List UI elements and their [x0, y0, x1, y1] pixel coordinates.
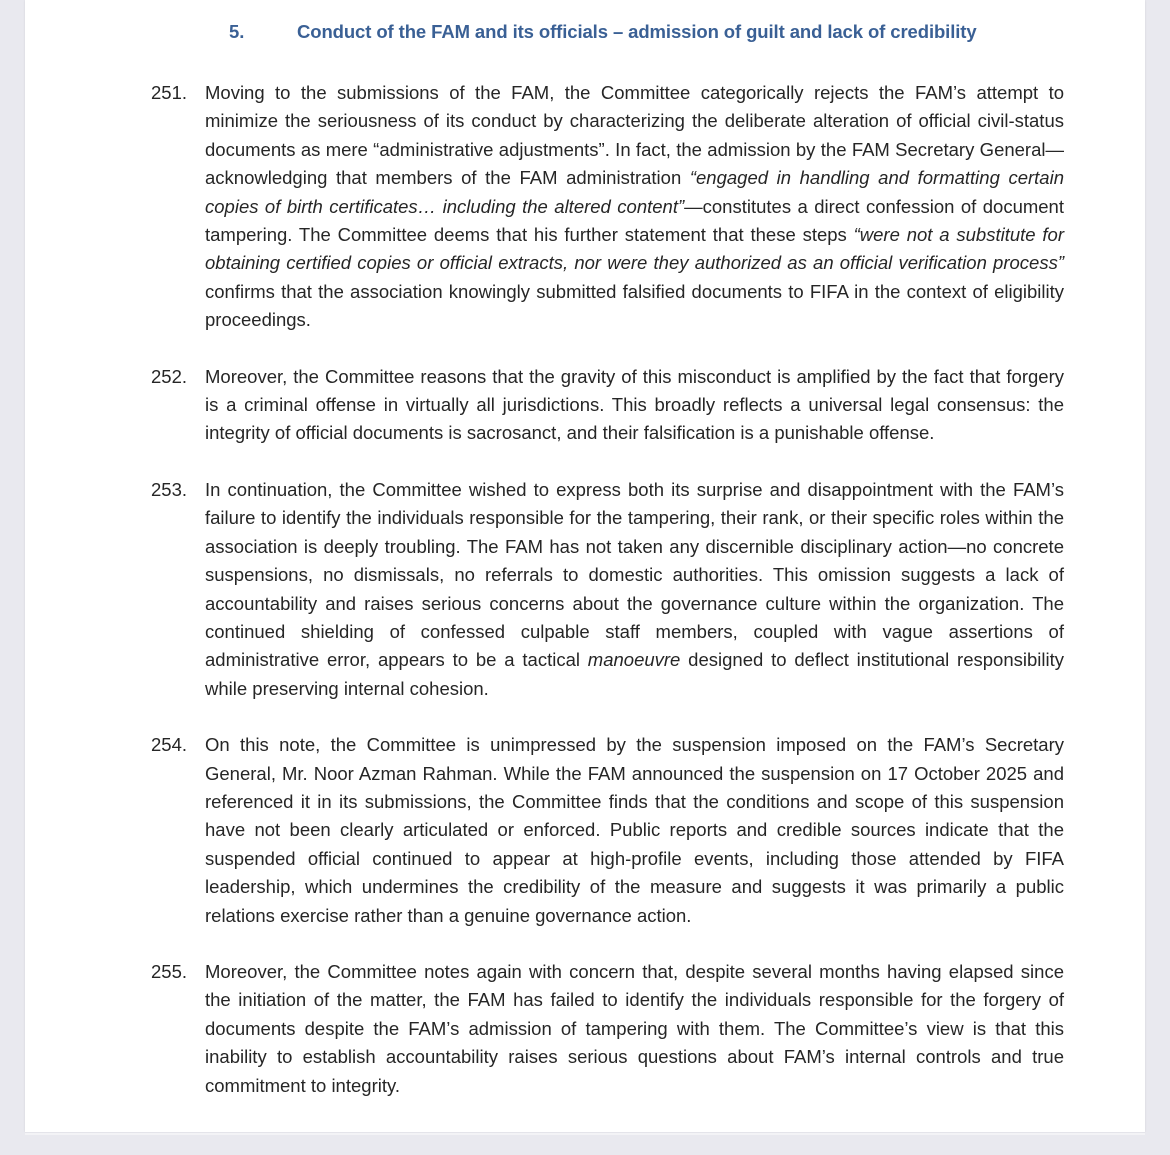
text-run: Moreover, the Committee reasons that the gravity of this misconduct is amplified by the fact that forgery is a criminal offense in virtually all jurisdictions. This broadly reflects a universal legal consensus: the integrity of official documents is sacrosanct, and their falsification is a punishable offense.	[205, 365, 1064, 444]
paragraph-text	[205, 958, 1064, 1100]
document-page	[25, 0, 1145, 1132]
numbered-paragraph	[151, 731, 1064, 930]
section-heading	[25, 0, 1145, 43]
text-run: Moreover, the Committee notes again with concern that, despite several months having elapsed since the initiation of the matter, the FAM has failed to identify the individuals responsible for the forgery of documents despite the FAM’s admission of tampering with them. The Committee’s view is that this inability to establish accountability raises serious questions about FAM’s internal controls and true commitment to integrity.	[205, 960, 1064, 1096]
page-break-divider	[25, 1132, 1145, 1135]
section-heading-number: 5.	[229, 21, 245, 42]
paragraph-text	[205, 79, 1064, 335]
paragraph-number: 251.	[151, 82, 188, 103]
section-heading-title: Conduct of the FAM and its officials – admission of guilt and lack of credibility	[297, 21, 977, 42]
numbered-paragraph	[151, 958, 1064, 1100]
paragraph-number: 254.	[151, 734, 188, 756]
text-run: Moving to the submissions of the FAM, the Committee categorically rejects the FAM’s attempt to minimize the seriousness of its conduct by characterizing the deliberate alteration of official civil-status documents as mere “administrative adjustments”. In fact, the admission by the FAM Secretary General—acknowledging that members of the FAM administration	[205, 82, 1064, 189]
paragraph-number: 253.	[151, 478, 188, 500]
paragraph-text	[205, 363, 1064, 448]
quoted-italic-run: manoeuvre	[587, 649, 681, 671]
quoted-italic-run: “engaged in handling and formatting certain copies of birth certificates… including the altered content”	[205, 167, 1064, 217]
numbered-paragraph	[151, 79, 1064, 335]
paragraph-number: 255.	[151, 960, 188, 982]
paragraph-text	[205, 731, 1064, 930]
numbered-paragraph	[151, 363, 1064, 448]
paragraph-text	[205, 476, 1064, 703]
document-body	[151, 79, 1064, 1100]
text-run: —constitutes a direct confession of document tampering. The Committee deems that his further statement that these steps	[205, 195, 1064, 246]
text-run: In continuation, the Committee wished to express both its surprise and disappointment with the FAM’s failure to identify the individuals responsible for the tampering, their rank, or their specific roles within the association is deeply troubling. The FAM has not taken any discernible disciplinary action—no concrete suspensions, no dismissals, no referrals to domestic authorities. This omission suggests a lack of accountability and raises serious concerns about the governance culture within the organization. The continued shielding of confessed culpable staff members, coupled with vague assertions of administrative error, appears to be a tactical	[205, 478, 1064, 671]
numbered-paragraph	[151, 476, 1064, 703]
text-run: designed to deflect institutional responsibility while preserving internal cohesion.	[205, 649, 1064, 699]
text-run: On this note, the Committee is unimpressed by the suspension imposed on the FAM’s Secretary General, Mr. Noor Azman Rahman. While the FAM announced the suspension on 17 October 2025 and referenced it in its submissions, the Committee finds that the conditions and scope of this suspension have not been clearly articulated or enforced. Public reports and credible sources indicate that the suspended official continued to appear at high-profile events, including those attended by FIFA leadership, which undermines the credibility of the measure and suggests it was primarily a public relations exercise rather than a genuine governance action.	[205, 734, 1064, 926]
paragraph-number: 252.	[151, 365, 188, 387]
text-run: confirms that the association knowingly submitted falsified documents to FIFA in the context of eligibility proceedings.	[205, 280, 1064, 331]
quoted-italic-run: “were not a substitute for obtaining certified copies or official extracts, nor were they authorized as an official verification process”	[205, 224, 1064, 274]
